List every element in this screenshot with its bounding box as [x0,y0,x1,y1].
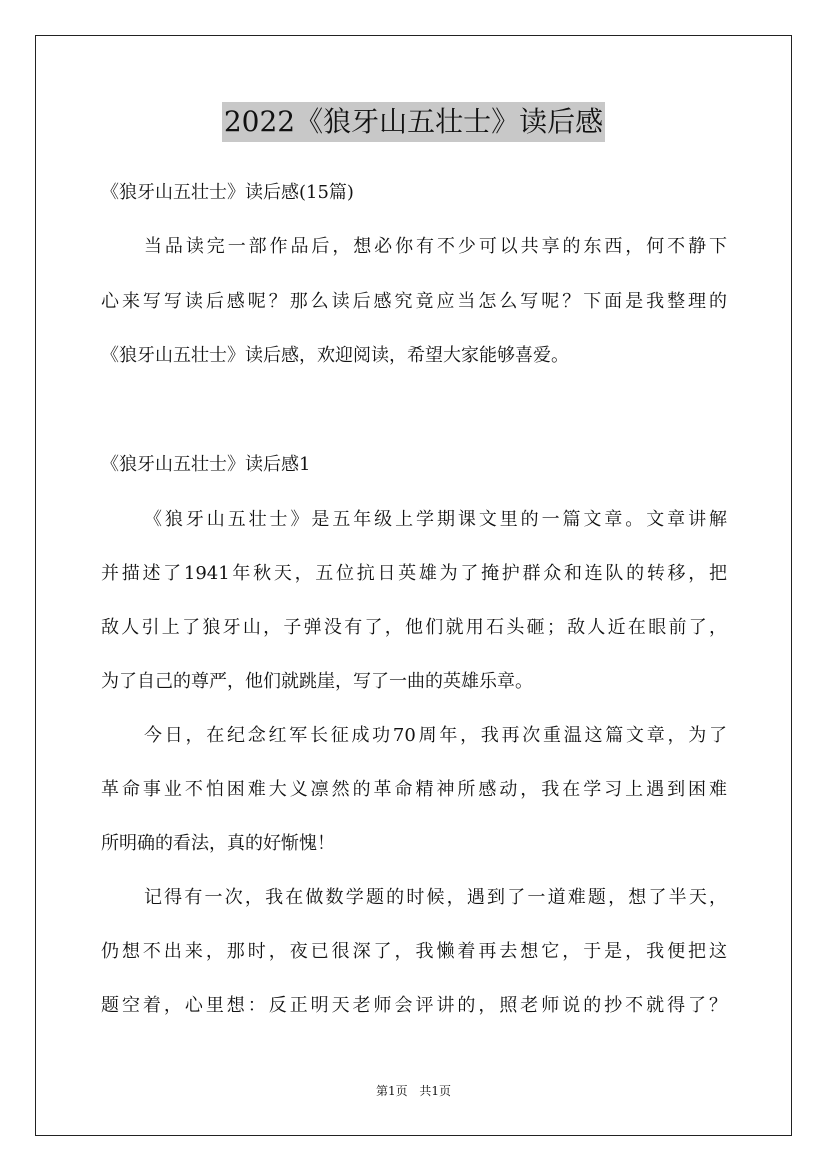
page-total: 共1页 [419,1084,452,1098]
paragraph-line: 记得有一次，我在做数学题的时候，遇到了一道难题，想了半天， [144,887,727,908]
document-subtitle: 《狼牙山五壮士》读后感(15篇) [101,182,354,203]
intro-line: 心来写写读后感呢？那么读后感究竟应当怎么写呢？下面是我整理的 [101,291,727,312]
page-number: 第1页 [375,1084,408,1098]
paragraph-line: 并描述了1941年秋天，五位抗日英雄为了掩护群众和连队的转移，把 [101,563,727,584]
paragraph-line: 敌人引上了狼牙山，子弹没有了，他们就用石头砸；敌人近在眼前了， [101,617,727,638]
paragraph-line: 《狼牙山五壮士》是五年级上学期课文里的一篇文章。文章讲解 [144,509,727,530]
intro-line: 《狼牙山五壮士》读后感，欢迎阅读，希望大家能够喜爱。 [101,345,569,366]
page-footer [0,1083,827,1099]
paragraph-line: 仍想不出来，那时，夜已很深了，我懒着再去想它，于是，我便把这 [101,941,727,962]
section-heading: 《狼牙山五壮士》读后感1 [101,454,311,475]
paragraph-line: 今日，在纪念红军长征成功70周年，我再次重温这篇文章，为了 [144,725,727,746]
title-container [0,102,827,142]
paragraph-line: 为了自己的尊严，他们就跳崖，写了一曲的英雄乐章。 [101,671,533,692]
paragraph-line: 题空着，心里想：反正明天老师会评讲的，照老师说的抄不就得了？ [101,995,727,1016]
document-title: 2022《狼牙山五壮士》读后感 [222,102,605,142]
paragraph-line: 所明确的看法，真的好惭愧！ [101,833,335,854]
paragraph-line: 革命事业不怕困难大义凛然的革命精神所感动，我在学习上遇到困难 [101,779,727,800]
intro-line: 当品读完一部作品后，想必你有不少可以共享的东西，何不静下 [144,236,727,257]
